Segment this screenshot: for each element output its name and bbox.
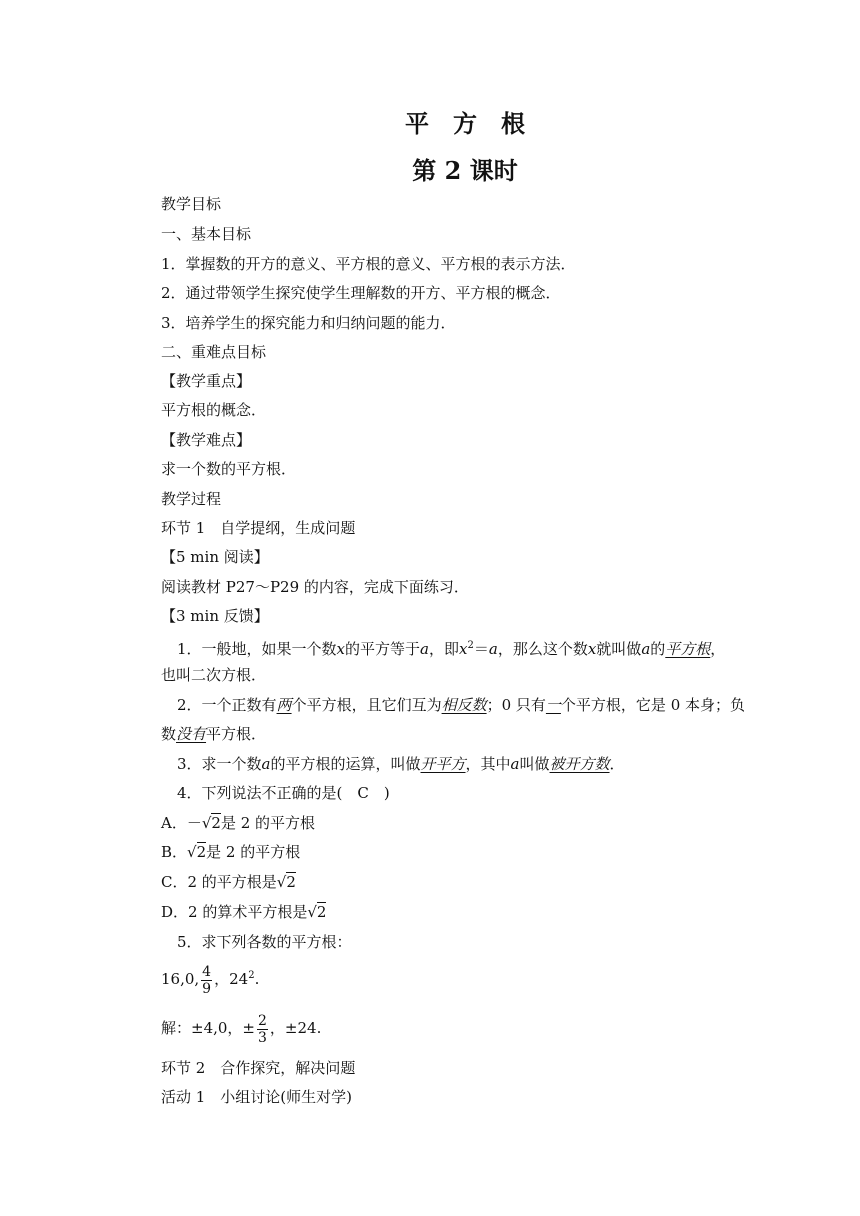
answer-blank: 一 [545, 696, 561, 714]
question-5: 5．求下列各数的平方根： [177, 933, 352, 951]
section-heading: 【3 min 反馈】 [161, 607, 269, 625]
text-line: 1．掌握数的开方的意义、平方根的意义、平方根的表示方法． [161, 255, 576, 273]
answer-blank: 开平方 [420, 755, 466, 773]
question-5-numbers: 16,0, $\frac{4}{9}$ ，$24^2$. [161, 963, 260, 997]
fraction: $\frac{4}{9}$ [202, 963, 212, 997]
fraction: $\frac{2}{3}$ [258, 1012, 267, 1046]
sqrt-symbol: √2 [201, 814, 221, 832]
text-line: 环节 1 自学提纲，生成问题 [161, 519, 356, 537]
option-c: C．2 的平方根是√2 [161, 873, 296, 891]
option-a: A．－√2是 2 的平方根 [161, 814, 316, 832]
question-3: 3．求一个数a的平方根的运算，叫做开平方，其中a叫做被开方数． [177, 755, 625, 773]
text-line: 2．通过带领学生探究使学生理解数的开方、平方根的概念． [161, 284, 561, 302]
option-d: D．2 的算术平方根是√2 [161, 903, 327, 921]
text-line: 3．培养学生的探究能力和归纳问题的能力． [161, 314, 456, 332]
option-b: B．√2是 2 的平方根 [161, 843, 301, 861]
solution: 解：±4,0，± $\frac{2}{3}$ ，±24. [161, 1012, 322, 1046]
page-subtitle: 第 2 课时 [412, 156, 518, 185]
text-line: 活动 1 小组讨论(师生对学) [161, 1088, 353, 1106]
section-heading: 【教学重点】 [161, 372, 252, 390]
section-heading: 【5 min 阅读】 [161, 548, 269, 566]
text-line: 教学目标 [161, 195, 222, 213]
text-line: 平方根的概念． [161, 401, 267, 419]
text-line: 二、重难点目标 [161, 343, 267, 361]
text-line: 求一个数的平方根． [161, 460, 297, 478]
page-title: 平 方 根 [405, 109, 525, 138]
text-line: 一、基本目标 [161, 225, 252, 243]
sqrt-symbol: √2 [276, 873, 296, 891]
section-heading: 【教学难点】 [161, 431, 252, 449]
question-1: 1．一般地，如果一个数x的平方等于a，即$x^2=a$，那么这个数x就叫做a的平方根， [177, 640, 726, 658]
answer-blank: 没有 [176, 725, 207, 743]
text-line: 也叫二次方根． [161, 666, 267, 684]
sqrt-symbol: √2 [307, 903, 327, 921]
answer-blank: 被开方数 [549, 755, 610, 773]
question-2: 2．一个正数有两个平方根，且它们互为相反数；0 只有一个平方根，它是 0 本身；负 [177, 696, 746, 714]
sqrt-symbol: √2 [187, 843, 207, 861]
text-line: 阅读教材 P27～P29 的内容，完成下面练习． [161, 578, 469, 596]
answer-blank: 平方根 [665, 640, 711, 658]
text-line: 环节 2 合作探究，解决问题 [161, 1059, 356, 1077]
answer-blank: 两 [276, 696, 292, 714]
text-line: 教学过程 [161, 490, 222, 508]
question-4: 4．下列说法不正确的是( C ) [177, 784, 390, 802]
answer-blank: 相反数 [441, 696, 487, 714]
question-2-cont: 数没有平方根． [161, 725, 267, 743]
